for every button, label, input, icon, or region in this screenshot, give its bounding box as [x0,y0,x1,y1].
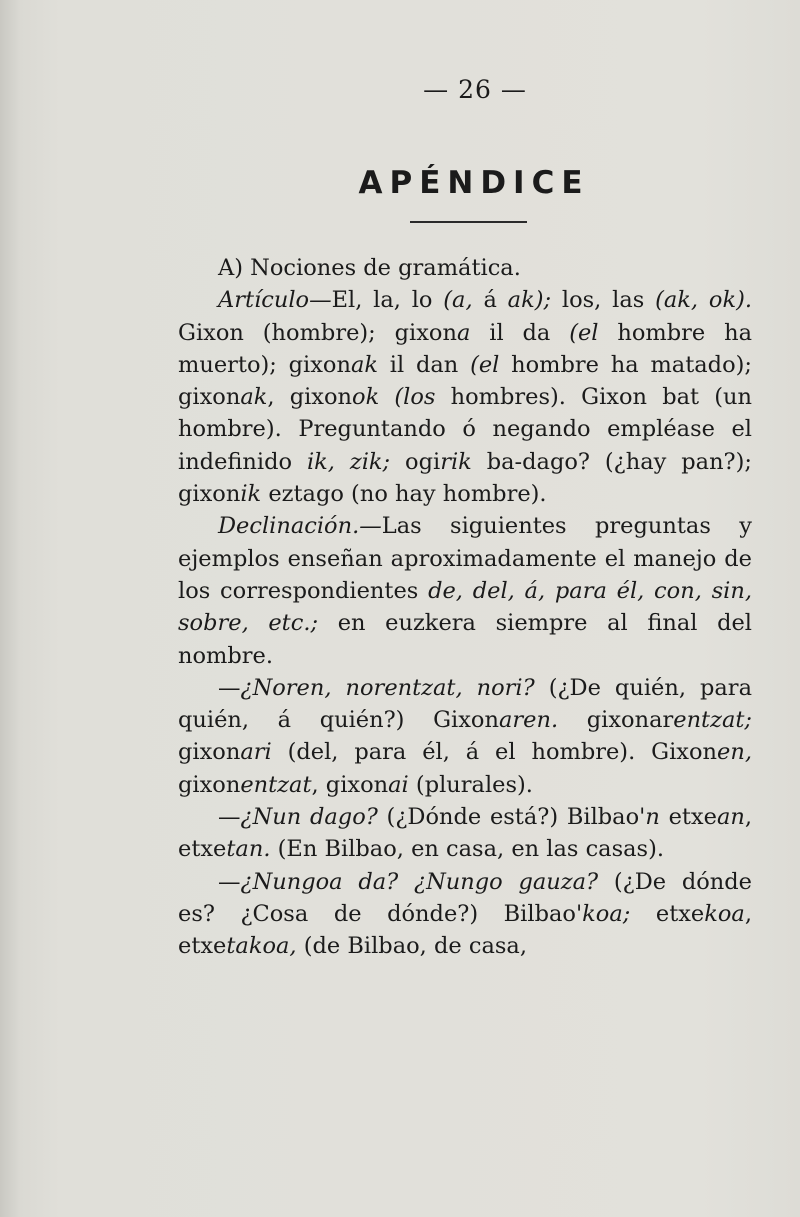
text-run: — [218,674,241,701]
text-run: en euzkera siempre al final del nombre. [178,610,752,669]
text-run: ba-dago? (¿hay pan?); gixon [178,448,752,508]
text-run: gixon [178,739,241,766]
italic-run: aren. [498,707,559,734]
text-run: (¿De quién, para quién, á quién?) Gixon [178,674,752,734]
page-number: — 26 — [423,75,527,104]
italic-run: ak); [507,287,552,314]
italic-run: Artículo— [218,287,332,314]
text-run: hombres). Gixon bat (un hombre). Preguntando ó negando empléase el indefinido [178,384,752,475]
page-heading: APÉNDICE [358,165,590,201]
italic-run: de, del, á, para él, con, sin, sobre, etc.; [178,577,752,637]
text-run: hombre ha muerto); gixon [178,319,752,378]
text-run: eztago (no hay hombre). [261,481,547,508]
italic-run: entzat; [673,707,752,734]
paragraph-nun-dago [178,801,752,866]
italic-run: en, [717,739,752,766]
italic-run: a [456,319,471,346]
paragraph-declinacion [178,510,752,671]
text-run: (En Bilbao, en casa, en las casas). [270,836,665,863]
text-run: il dan [378,351,471,378]
italic-run: an [716,804,745,831]
text-run: El, la, lo [331,287,444,314]
italic-run: tan. [226,836,271,863]
text-run: Gixon (hombre); gixon [178,319,457,346]
italic-run: (a, [443,287,484,314]
text-run: , gixon [267,384,353,411]
italic-run: n [645,804,660,831]
text-run: (plurales). [408,771,533,798]
italic-run: ¿Nun dago? [240,804,378,831]
italic-run: (el [470,351,500,378]
paragraph-articulo [178,284,752,510]
italic-run: ak [240,384,268,411]
text-run: Las siguientes preguntas y ejemplos enseñan aproximadamente el manejo de los correspondientes [178,513,752,604]
paragraph-nungoa [178,866,752,963]
italic-run: ik [240,481,262,508]
italic-run: ai [388,771,409,798]
text-run: hombre ha matado); gixon [178,351,752,411]
italic-run: (el [569,319,599,346]
italic-run: (ak, ok). [655,287,753,314]
text-run: los, las [551,287,656,314]
text-run: gixonar [558,707,674,734]
paragraph-noren [178,672,752,801]
text-run: — [218,804,241,831]
italic-run: ak [350,351,379,378]
text-run: gixon [178,771,241,798]
italic-run: ¿Nungoa da? ¿Nungo gauza? [240,868,599,895]
text-run: (del, para él, á el hombre). Gixon [271,739,718,766]
italic-run: entzat [240,771,312,798]
text-run: , gixon [311,771,389,798]
text-run: etxe [630,900,705,927]
text-run: , etxe [178,900,753,960]
text-run: il da [470,319,570,346]
text-run: á [483,287,508,314]
italic-run: rik [440,448,472,475]
italic-run: koa [704,900,745,927]
text-run: , etxe [178,804,752,863]
body-text [178,252,752,963]
paragraphs [178,284,752,962]
italic-run: koa; [582,900,631,927]
heading-rule [410,221,527,223]
text-run: (¿Dónde está?) Bilbao' [377,804,646,831]
text-run: etxe [659,804,717,831]
italic-run: Declinación.— [218,513,382,540]
section-title: A) Nociones de gramática. [218,255,521,281]
italic-run: takoa, [226,933,297,960]
italic-run: ik, zik; [306,448,391,475]
italic-run: ok (los [352,384,436,411]
italic-run: ari [240,739,272,766]
text-run: — [218,868,241,895]
italic-run: ¿Noren, norentzat, nori? [240,674,535,701]
text-run: ogi [390,448,441,475]
text-run: (de Bilbao, de casa, [296,933,527,960]
text-run: (¿De dónde es? ¿Cosa de dónde?) Bilbao' [178,868,752,927]
